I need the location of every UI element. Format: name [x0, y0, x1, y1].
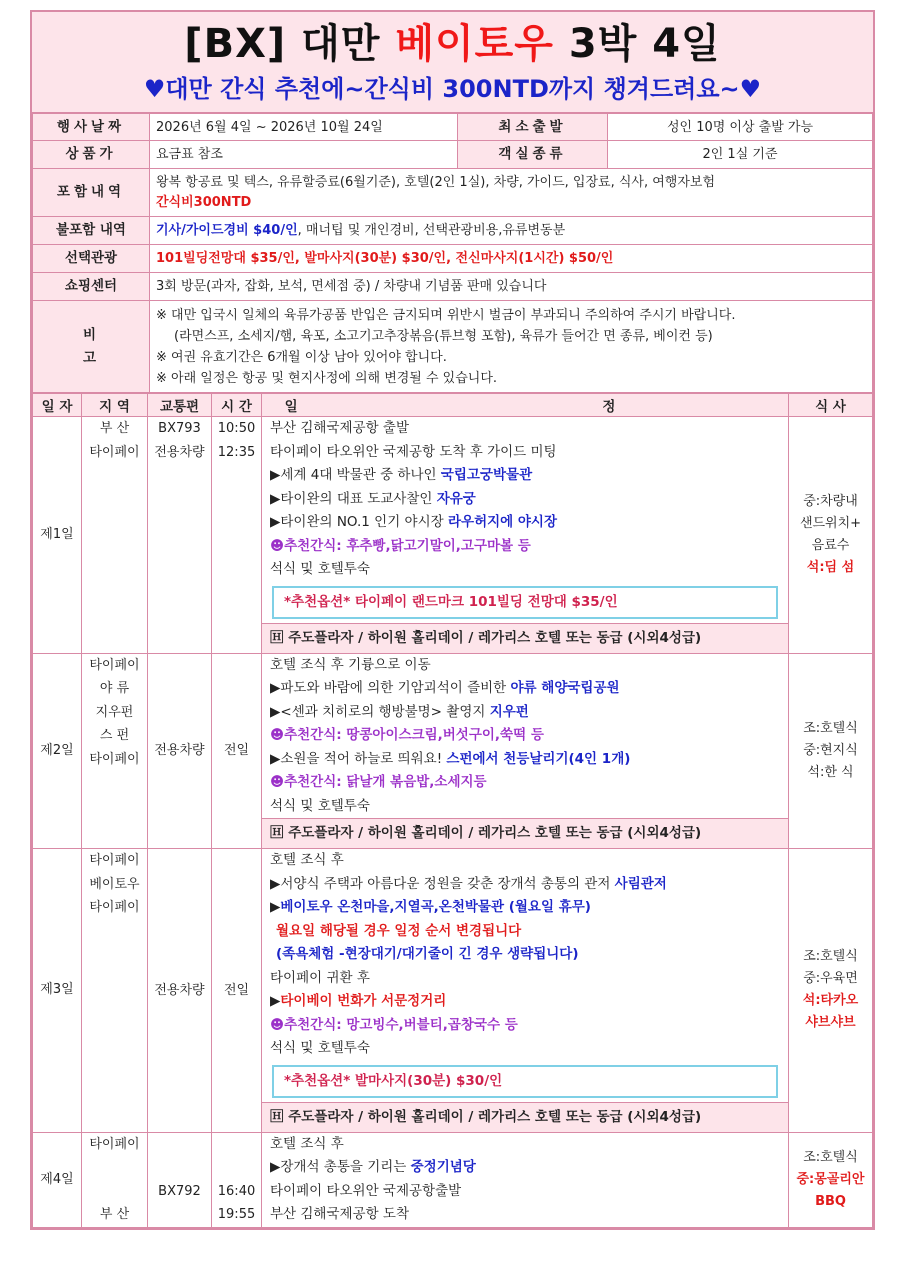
time-line: 10:50 [217, 421, 256, 436]
excl-bold: 기사/가이드경비 $40/인 [156, 223, 298, 238]
col-transport: 교통편 [148, 394, 212, 417]
transport [148, 1132, 212, 1227]
price-label: 상품가 [33, 141, 150, 169]
excl-label: 불포함 내역 [33, 217, 150, 245]
schedule-text: ▶ [270, 993, 281, 1009]
schedule-text: 타이페이 타오위안 국제공항출발 [270, 1182, 462, 1199]
schedule-line [262, 920, 788, 944]
schedule-line [262, 771, 788, 795]
col-meal: 식 사 [789, 394, 873, 417]
day-label: 제2일 [33, 653, 82, 849]
meal [789, 1132, 873, 1227]
meal [789, 849, 873, 1133]
schedule-text: ▶<센과 치히로의 행방불명> 촬영지 [270, 703, 490, 720]
info-table [32, 113, 873, 393]
schedule-line [262, 748, 788, 772]
schedule-line [262, 967, 788, 991]
region-line: 타이페이 [89, 900, 140, 915]
region-line: 스 펀 [99, 728, 130, 743]
meal-item: 음료수 [811, 537, 850, 553]
schedule-line [262, 441, 788, 465]
option-box [272, 586, 778, 619]
time [212, 653, 262, 849]
schedule-text: ☻추천간식: [270, 1016, 347, 1033]
meal-dinner: 석:딤 섬 [806, 559, 855, 575]
day-row [33, 417, 873, 654]
day-row [33, 653, 873, 849]
schedule-text: 석식 및 호텔투숙 [270, 561, 370, 577]
schedule-line [262, 677, 788, 701]
schedule-highlight: (족욕체험 -현장대기/대기줄이 긴 경우 생략됩니다) [276, 946, 579, 962]
region-line: 타이페이 [89, 1136, 140, 1152]
schedule-text: 석식 및 호텔투숙 [270, 797, 370, 814]
meal-item: 조:호텔식 [803, 1149, 858, 1165]
schedule-highlight: 자유궁 [436, 490, 476, 507]
incl-extra: 간식비300NTD [156, 194, 252, 210]
col-day: 일 자 [33, 394, 82, 417]
time [212, 417, 262, 654]
incl-label: 포함내역 [33, 169, 150, 217]
day-label: 제4일 [33, 1132, 82, 1227]
time-line: 전일 [223, 982, 250, 998]
schedule-text: ▶ [270, 899, 281, 915]
schedule-line [262, 849, 788, 873]
schedule-line [262, 990, 788, 1014]
time-line: 12:35 [217, 444, 256, 460]
region [82, 849, 148, 1133]
note-1: ※ 대만 입국시 일체의 육류가공품 반입은 금지되며 위반시 벌금이 부과되니 주의하여 주시기 바랍니다. [156, 307, 736, 323]
schedule-line [262, 535, 788, 559]
day-row [33, 849, 873, 1133]
region-line: 부 산 [99, 421, 130, 436]
transport-line: BX792 [158, 1183, 201, 1199]
header-banner [32, 12, 873, 113]
col-time: 시 간 [212, 394, 262, 417]
schedule [262, 849, 789, 1133]
note-3: ※ 여권 유효기간은 6개월 이상 남아 있어야 합니다. [156, 349, 447, 365]
region-line: 야 류 [99, 681, 130, 696]
day-label: 제1일 [33, 417, 82, 654]
note-label: 비 고 [33, 301, 150, 393]
schedule-highlight: 야류 해양국립공원 [510, 680, 620, 696]
schedule-text: ☻추천간식: [270, 774, 347, 790]
schedule-text: 호텔 조식 후 기륭으로 이동 [270, 656, 431, 673]
schedule-highlight: 베이토우 온천마을,지열곡,온천박물관 (월요일 휴무) [280, 899, 591, 915]
schedule-text: 부산 김해국제공항 도착 [270, 1206, 409, 1222]
region-line [82, 1180, 147, 1204]
meal [789, 417, 873, 654]
hotel-line: 🄷 주도플라자 / 하이원 홀리데이 / 레가리스 호텔 또는 동급 (시외4성급) [262, 818, 788, 848]
transport [148, 849, 212, 1133]
transport [148, 653, 212, 849]
schedule-text: ▶타이완의 NO.1 인기 야시장 [270, 514, 448, 530]
incl-cell [150, 169, 873, 217]
schedule-highlight: 사림관저 [614, 875, 667, 892]
transport-line [148, 1203, 211, 1227]
schedule-highlight: 망고빙수,버블티,곱창국수 등 [346, 1016, 518, 1033]
schedule-line [262, 488, 788, 512]
meal-item: 중:현지식 [803, 742, 858, 758]
schedule-text: 석식 및 호텔투숙 [270, 1040, 370, 1056]
schedule-line [262, 701, 788, 725]
time-line [212, 1156, 261, 1180]
col-region: 지 역 [82, 394, 148, 417]
opt-value: 101빌딩전망대 $35/인, 발마사지(30분) $30/인, 전신마사지(1시간) $50/인 [150, 245, 873, 273]
meal-dinner: 중:몽골리안 BBQ [796, 1171, 865, 1209]
time [212, 1132, 262, 1227]
meal-item: 조:호텔식 [803, 949, 858, 965]
schedule-text: ▶장개석 총통을 기리는 [270, 1159, 411, 1175]
region [82, 653, 148, 849]
region-line: 타이페이 [89, 751, 140, 767]
page-title: [BX] 대만 베이토우 3박 4일 [184, 21, 721, 67]
day-label: 제3일 [33, 849, 82, 1133]
schedule-line [262, 1037, 788, 1061]
schedule-text: ☻추천간식: [270, 727, 347, 743]
time-line: 16:40 [217, 1183, 256, 1199]
schedule-line [262, 558, 788, 582]
transport-line: 전용차량 [154, 444, 205, 460]
col-schedule: 일 정 [262, 394, 789, 417]
meal [789, 653, 873, 849]
meal-item: 중:차량내 [803, 493, 858, 509]
schedule-highlight: 라우허지에 야시장 [447, 514, 558, 530]
region-line: 타이페이 [89, 657, 140, 673]
region-line [82, 1156, 147, 1180]
itinerary-table [32, 393, 873, 1228]
price-value: 요금표 참조 [150, 141, 458, 169]
excl-cell [150, 217, 873, 245]
schedule-line [262, 724, 788, 748]
min-value: 성인 10명 이상 출발 가능 [608, 114, 873, 141]
schedule-line [262, 1203, 788, 1227]
date-value: 2026년 6월 4일 ~ 2026년 10월 24일 [150, 114, 458, 141]
schedule-line [262, 654, 788, 678]
schedule-highlight: 땅콩아이스크림,버섯구이,쑥떡 등 [346, 727, 544, 743]
day-row [33, 1132, 873, 1227]
transport-line [148, 1133, 211, 1157]
schedule-highlight: 지우펀 [489, 703, 529, 720]
time-line [212, 1133, 261, 1157]
schedule-line [262, 1156, 788, 1180]
schedule-line [262, 795, 788, 819]
note-4: ※ 아래 일정은 항공 및 현지사정에 의해 변경될 수 있습니다. [156, 370, 498, 386]
region-line: 타이페이 [89, 853, 140, 868]
time [212, 849, 262, 1133]
schedule-highlight: 월요일 해당될 경우 일정 순서 변경됩니다 [276, 922, 522, 939]
schedule-highlight: 국립고궁박물관 [440, 467, 533, 483]
schedule [262, 1132, 789, 1227]
itinerary-sheet [30, 10, 875, 1230]
schedule-highlight: 닭날개 볶음밥,소세지등 [346, 774, 487, 790]
schedule-text: 호텔 조식 후 [270, 1135, 344, 1152]
schedule-line [262, 873, 788, 897]
transport-line: 전용차량 [154, 743, 205, 758]
meal-item: 석:한 식 [807, 764, 854, 780]
schedule-text: ▶파도와 바람에 의한 기암괴석이 즐비한 [270, 680, 511, 696]
schedule-text: ▶서양식 주택과 아름다운 정원을 갖춘 장개석 총통의 관저 [270, 875, 615, 892]
notes [150, 301, 873, 393]
schedule-highlight: 중정기념당 [410, 1159, 476, 1175]
schedule-text: ▶타이완의 대표 도교사찰인 [270, 490, 437, 507]
hotel-line: 🄷 주도플라자 / 하이원 홀리데이 / 레가리스 호텔 또는 동급 (시외4성급) [262, 1102, 788, 1132]
room-value: 2인 1실 기준 [608, 141, 873, 169]
date-label: 행사날짜 [33, 114, 150, 141]
region-line: 타이페이 [89, 444, 140, 460]
schedule-text: 부산 김해국제공항 출발 [270, 420, 409, 436]
region-line: 베이토우 [89, 876, 140, 892]
schedule-text: ☻추천간식: [270, 537, 347, 554]
transport-line [148, 1156, 211, 1180]
region [82, 417, 148, 654]
schedule-text: 호텔 조식 후 [270, 852, 344, 868]
schedule-highlight: 스펀에서 천등날리기(4인 1개) [446, 750, 631, 767]
region-line: 부 산 [99, 1207, 130, 1222]
note-2: (라면스프, 소세지/햄, 육포, 소고기고추장볶음(튜브형 포함), 육류가 들어간 면 종류, 베이컨 등) [174, 328, 713, 344]
schedule-line [262, 896, 788, 920]
shop-value: 3회 방문(과자, 잡화, 보석, 면세점 중) / 차량내 기념품 판매 있습니다 [150, 273, 873, 301]
min-label: 최소출발 [458, 114, 608, 141]
option-text: *추천옵션* 타이페이 랜드마크 101빌딩 전망대 $35/인 [284, 593, 618, 610]
schedule-line [262, 1180, 788, 1204]
schedule-line [262, 417, 788, 441]
option-text: *추천옵션* 발마사지(30분) $30/인 [284, 1072, 503, 1089]
opt-label: 선택관광 [33, 245, 150, 273]
schedule [262, 653, 789, 849]
excl-rest: , 매너팁 및 개인경비, 선택관광비용,유류변동분 [297, 223, 566, 238]
time-line: 전일 [223, 743, 250, 758]
shop-label: 쇼핑센터 [33, 273, 150, 301]
schedule-highlight: 타이베이 번화가 서문정거리 [280, 993, 447, 1009]
schedule-line [262, 943, 788, 967]
hotel-line: 🄷 주도플라자 / 하이원 홀리데이 / 레가리스 호텔 또는 동급 (시외4성급) [262, 623, 788, 653]
schedule-text: ▶세계 4대 박물관 중 하나인 [270, 467, 441, 483]
region [82, 1132, 148, 1227]
schedule-line [262, 1014, 788, 1038]
meal-item: 조:호텔식 [803, 720, 858, 736]
schedule-line [262, 511, 788, 535]
time-line: 19:55 [217, 1207, 256, 1222]
schedule-text: 타이페이 귀환 후 [270, 969, 370, 986]
transport-line: BX793 [158, 421, 201, 436]
transport [148, 417, 212, 654]
meal-item: 중:우육면 [803, 971, 858, 987]
schedule [262, 417, 789, 654]
page-subtitle: ♥대만 간식 추천에~간식비 300NTD까지 챙겨드려요~♥ [143, 75, 762, 103]
option-box [272, 1065, 778, 1098]
transport-line: 전용차량 [154, 982, 205, 998]
room-label: 객실종류 [458, 141, 608, 169]
region-line: 지우펀 [95, 704, 134, 720]
incl-value: 왕복 항공료 및 텍스, 유류할증료(6월기준), 호텔(2인 1실), 차량, 가이드, 입장료, 식사, 여행자보험 [156, 174, 716, 190]
schedule-text: ▶소원을 적어 하늘로 띄워요! [270, 750, 447, 767]
schedule-text: 타이페이 타오위안 국제공항 도착 후 가이드 미팅 [270, 443, 557, 460]
meal-dinner: 석:타카오 샤브샤브 [802, 993, 859, 1031]
meal-item: 샌드위치+ [799, 515, 862, 531]
schedule-line [262, 1133, 788, 1157]
schedule-highlight: 후추빵,닭고기말이,고구마볼 등 [346, 537, 531, 554]
schedule-line [262, 464, 788, 488]
